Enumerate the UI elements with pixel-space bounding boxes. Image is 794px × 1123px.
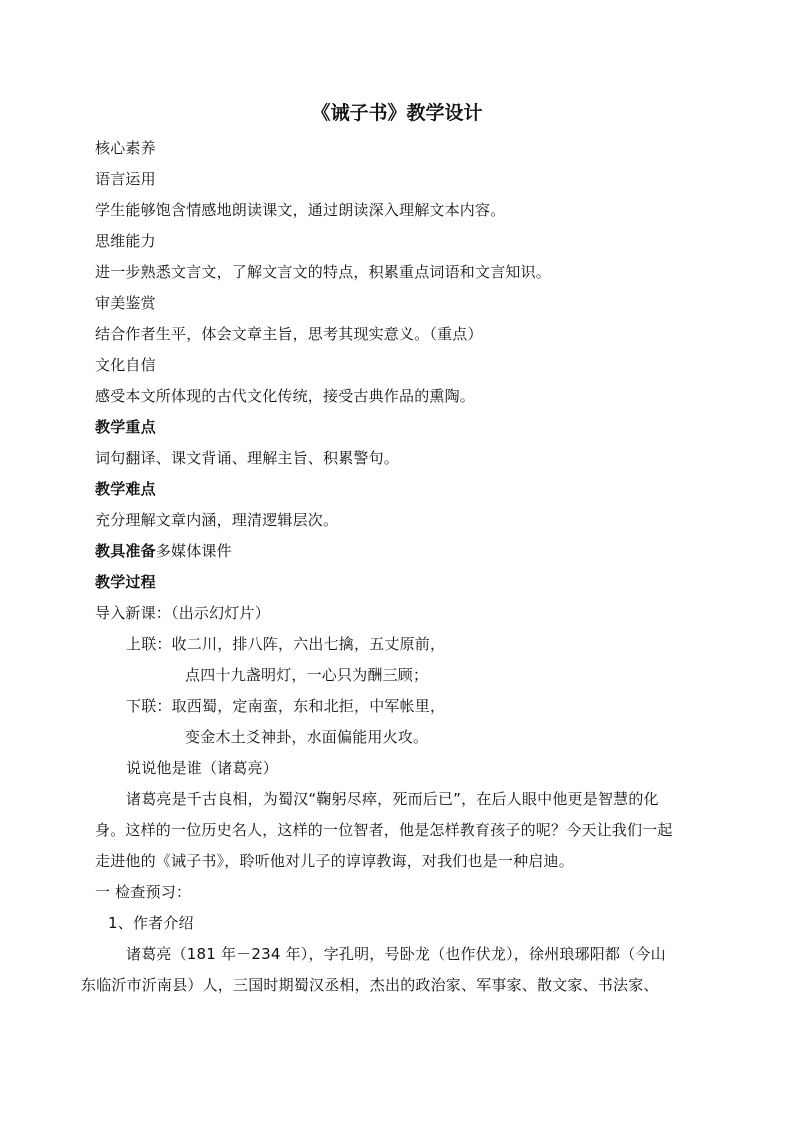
think-heading: 思维能力 — [95, 232, 156, 250]
lang-text: 学生能够饱含情感地朗读课文，通过朗读深入理解文本内容。 — [95, 201, 506, 219]
couplet-lower-2: 变金木土爻神卦，水面偏能用火攻。 — [185, 728, 429, 746]
section-1-heading: 一 检查预习： — [95, 883, 192, 901]
aesthetic-heading: 审美鉴赏 — [95, 294, 156, 312]
author-line-2: 东临沂市沂南县）人，三国时期蜀汉丞相，杰出的政治家、军事家、散文家、书法家、 — [81, 976, 659, 994]
difficulties-heading: 教学难点 — [95, 480, 156, 498]
couplet-upper-1: 上联：收二川，排八阵，六出七擒，五丈原前， — [126, 635, 446, 653]
process-heading: 教学过程 — [95, 573, 156, 591]
tools-line — [95, 541, 232, 561]
culture-text: 感受本文所体现的古代文化传统，接受古典作品的熏陶。 — [95, 387, 476, 405]
couplet-lower-1: 下联：取西蜀，定南蛮，东和北拒，中军帐里， — [126, 697, 446, 715]
who-question: 说说他是谁（诸葛亮） — [126, 759, 279, 777]
tools-heading: 教具准备 — [95, 542, 156, 560]
core-heading: 核心素养 — [95, 139, 156, 157]
difficulties-text: 充分理解文章内涵，理清逻辑层次。 — [95, 511, 339, 529]
couplet-upper-2: 点四十九盏明灯，一心只为酬三顾； — [185, 666, 429, 684]
document-title: 《诫子书》教学设计 — [311, 102, 483, 124]
tools-text: 多媒体课件 — [155, 542, 232, 560]
sub-1-heading: 1、作者介绍 — [108, 914, 194, 932]
culture-heading: 文化自信 — [95, 356, 156, 374]
para-line-1: 诸葛亮是千古良相，为蜀汉“鞠躬尽瘁，死而后已”，在后人眼中他更是智慧的化 — [126, 790, 659, 808]
para-line-2: 身。这样的一位历史名人，这样的一位智者，他是怎样教育孩子的呢？今天让我们一起 — [95, 821, 673, 839]
key-points-heading: 教学重点 — [95, 418, 156, 436]
intro-line: 导入新课：（出示幻灯片） — [95, 604, 270, 622]
think-text: 进一步熟悉文言文，了解文言文的特点，积累重点词语和文言知识。 — [95, 263, 552, 281]
author-line-1: 诸葛亮（181 年－234 年），字孔明，号卧龙（也作伏龙），徐州琅琊阳都（今山 — [126, 945, 666, 963]
lang-heading: 语言运用 — [95, 170, 156, 188]
para-line-3: 走进他的《诫子书》，聆听他对儿子的谆谆教诲，对我们也是一种启迪。 — [95, 852, 574, 870]
key-points-text: 词句翻译、课文背诵、理解主旨、积累警句。 — [95, 449, 400, 467]
aesthetic-text: 结合作者生平，体会文章主旨，思考其现实意义。（重点） — [95, 325, 483, 343]
